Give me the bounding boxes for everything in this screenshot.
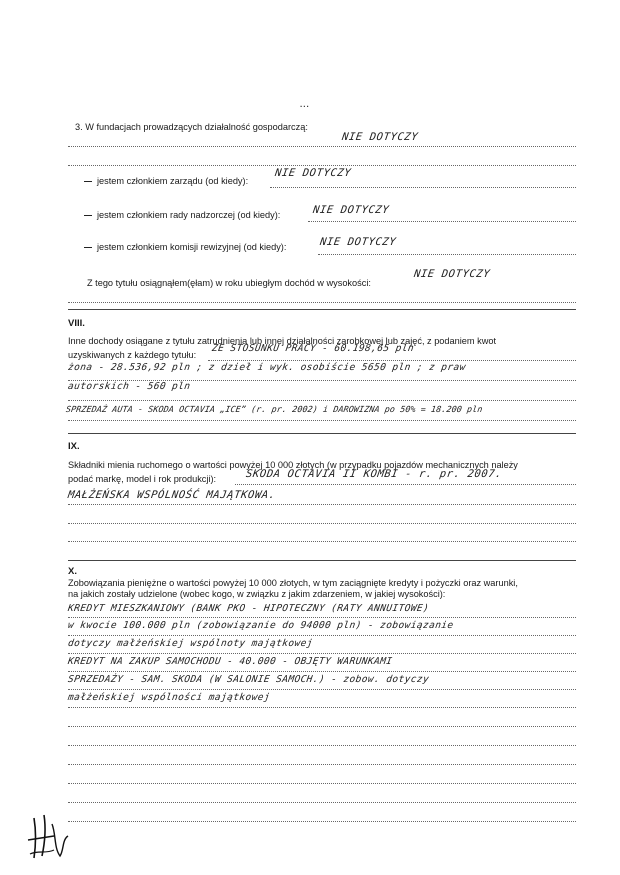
fill-line	[68, 617, 576, 618]
audit-label: jestem członkiem komisji rewizyjnej (od kiedy):	[97, 242, 287, 252]
dash-marker	[84, 181, 92, 182]
fill-line	[318, 254, 576, 255]
dash-marker	[84, 247, 92, 248]
fill-line	[68, 802, 576, 803]
sec10-text-1: Zobowiązania pieniężne o wartości powyżej 10 000 złotych, w tym zaciągnięte kredyty i pożyczki oraz warunki,	[68, 578, 518, 588]
fill-line	[68, 400, 576, 401]
sec3-question: 3. W fundacjach prowadzących działalność gospodarczą:	[75, 122, 308, 132]
sec8-hw-4: SPRZEDAŻ AUTA - SKODA OCTAVIA „ICE” (r. pr. 2002) i DAROWIZNA po 50% = 18.200 pln	[65, 404, 484, 414]
sec8-text-2: uzyskiwanych z każdego tytułu:	[68, 350, 197, 360]
fill-line	[308, 221, 576, 222]
section-divider	[68, 560, 576, 561]
sec10-hw-5: SPRZEDAŻY - SAM. SKODA (W SALONIE SAMOCH.) - zobow. dotyczy	[67, 674, 430, 685]
sec8-hw-1: ZE STOSUNKU PRACY - 60.198,65 pln	[211, 343, 415, 354]
sec9-text-2: podać markę, model i rok produkcji):	[68, 474, 217, 484]
fill-line	[68, 671, 576, 672]
sec8-hw-2: żona - 28.536,92 pln ; z dzieł i wyk. osobiście 5650 pln ; z praw	[67, 362, 467, 373]
sec8-heading: VIII.	[68, 318, 85, 329]
sec3-answer: NIE DOTYCZY	[341, 131, 419, 143]
dash-marker	[84, 215, 92, 216]
sec10-hw-4: KREDYT NA ZAKUP SAMOCHODU - 40.000 - OBJĘTY WARUNKAMI	[67, 656, 394, 667]
sec8-text-1: Inne dochody osiągane z tytułu zatrudnienia lub innej działalności zarobkowej lub zajęć, z podaniem kwot	[68, 336, 496, 346]
income-answer: NIE DOTYCZY	[413, 268, 491, 280]
sec9-hw-2: MAŁŻEŃSKA WSPÓLNOŚĆ MAJĄTKOWA.	[67, 489, 277, 501]
fill-line	[68, 420, 576, 421]
sec9-hw-1: SKODA OCTAVIA II KOMBI - r. pr. 2007.	[245, 468, 503, 480]
sec10-text-2: na jakich zostały udzielone (wobec kogo, w związku z jakim zdarzeniem, w jakiej wysokości):	[68, 589, 446, 599]
supervisory-answer: NIE DOTYCZY	[312, 204, 390, 216]
fill-line	[68, 764, 576, 765]
sec10-hw-1: KREDYT MIESZKANIOWY (BANK PKO - HIPOTECZNY (RATY ANNUITOWE)	[67, 603, 430, 614]
supervisory-label: jestem członkiem rady nadzorczej (od kiedy):	[97, 210, 281, 220]
sec10-heading: X.	[68, 566, 77, 577]
fill-line	[68, 726, 576, 727]
fill-line	[68, 707, 576, 708]
fill-line	[68, 821, 576, 822]
fill-line	[270, 187, 576, 188]
sec9-text-1: Składniki mienia ruchomego o wartości powyżej 10 000 złotych (w przypadku pojazdów mechanicznych należy	[68, 460, 518, 470]
fill-line	[68, 689, 576, 690]
fill-line	[68, 541, 576, 542]
fill-line	[68, 146, 576, 147]
board-label: jestem członkiem zarządu (od kiedy):	[97, 176, 249, 186]
income-label: Z tego tytułu osiągnąłem(ęłam) w roku ubiegłym dochód w wysokości:	[87, 278, 371, 288]
sec10-hw-3: dotyczy małżeńskiej wspólnoty majątkowej	[67, 638, 314, 649]
audit-answer: NIE DOTYCZY	[319, 236, 397, 248]
fill-line	[68, 653, 576, 654]
fill-line	[208, 360, 576, 361]
section-divider	[68, 433, 576, 434]
page-number: ...	[300, 100, 310, 109]
sec8-hw-3: autorskich - 560 pln	[67, 381, 192, 392]
fill-line	[68, 165, 576, 166]
sec10-hw-2: w kwocie 100.000 pln (zobowiązanie do 94000 pln) - zobowiązanie	[67, 620, 455, 631]
sec10-hw-6: małżeńskiej wspólności majątkowej	[67, 692, 271, 703]
fill-line	[68, 783, 576, 784]
board-answer: NIE DOTYCZY	[274, 167, 352, 179]
section-divider	[68, 309, 576, 310]
sec9-heading: IX.	[68, 441, 80, 452]
fill-line	[68, 635, 576, 636]
fill-line	[68, 523, 576, 524]
signature-initials	[24, 810, 74, 865]
fill-line	[68, 504, 576, 505]
fill-line	[235, 484, 576, 485]
fill-line	[68, 745, 576, 746]
fill-line	[68, 302, 576, 303]
